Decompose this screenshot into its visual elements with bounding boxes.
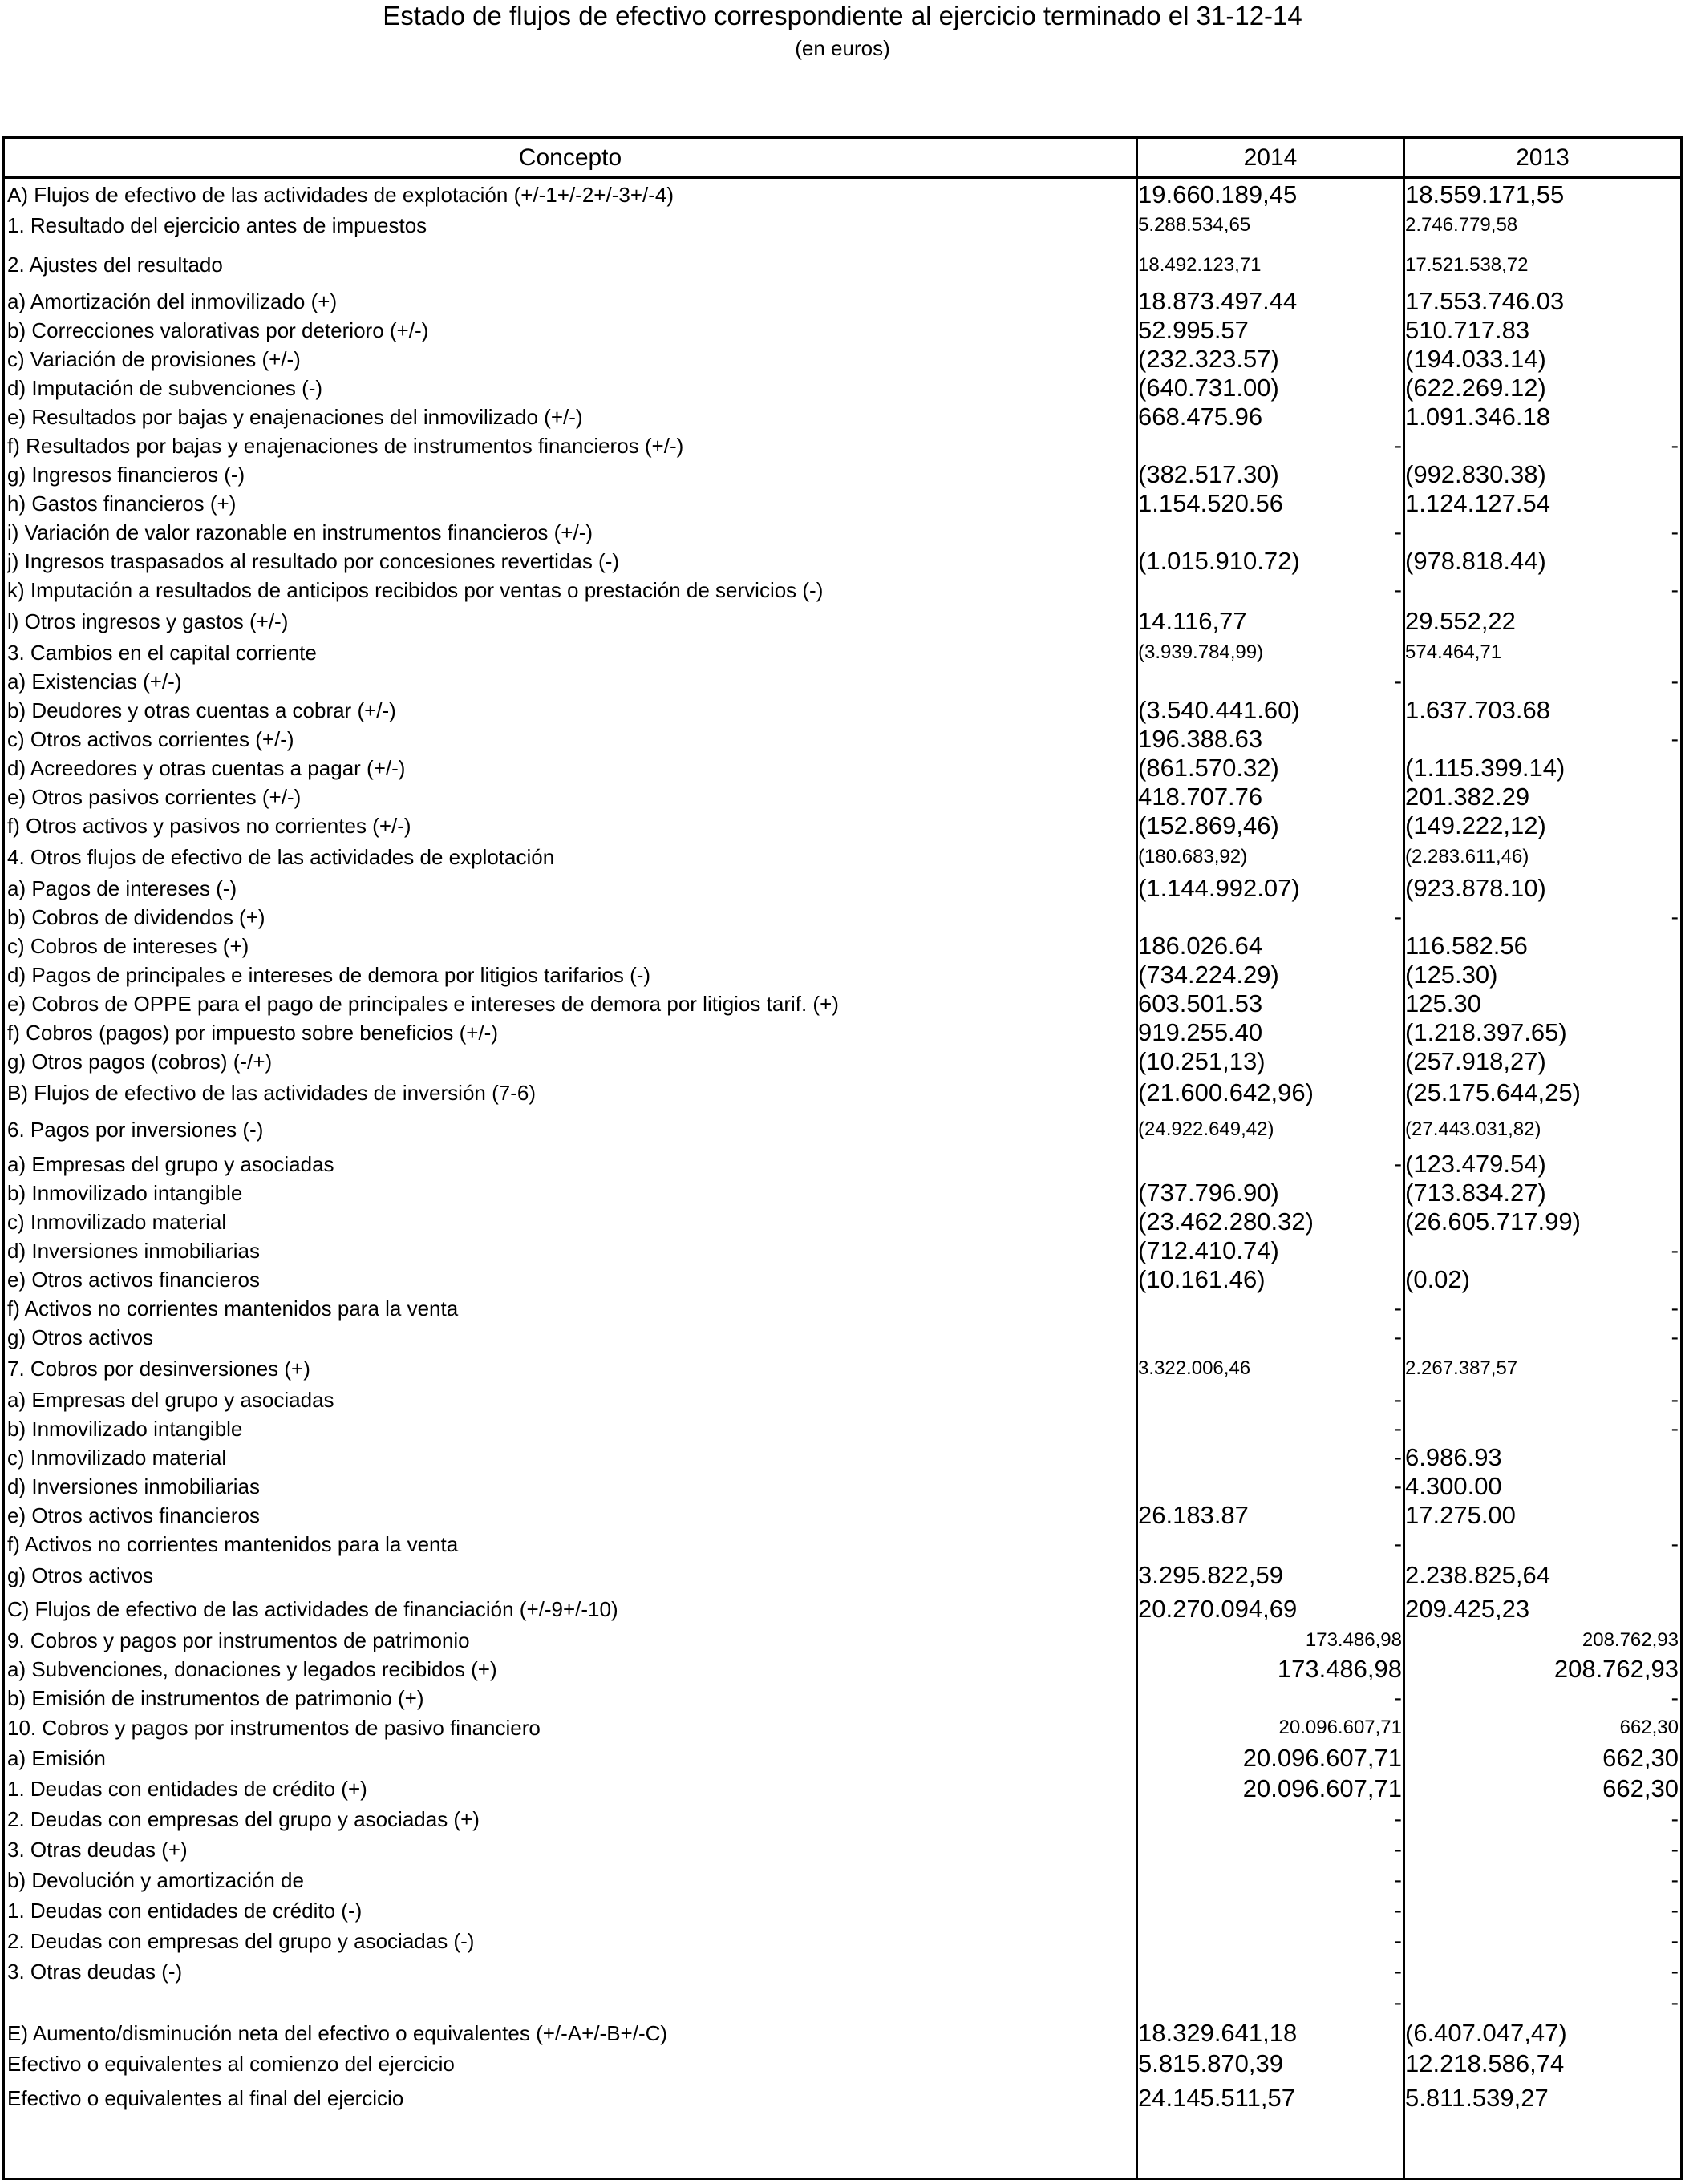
concept-cell: 7. Cobros por desinversiones (+): [7, 1357, 310, 1381]
concept-cell: e) Otros activos financieros: [7, 1268, 261, 1292]
value-2013-cell: 2.267.387,57: [1405, 1357, 1518, 1379]
value-2014-cell: 919.255.40: [1138, 1018, 1263, 1046]
value-2014-cell: 14.116,77: [1138, 607, 1247, 635]
concept-cell: b) Inmovilizado intangible: [7, 1181, 243, 1205]
concept-cell: e) Otros activos financieros: [7, 1503, 261, 1527]
concept-cell: d) Pagos de principales e intereses de demora por litigios tarifarios (-): [7, 963, 651, 987]
concept-cell: f) Cobros (pagos) por impuesto sobre beneficios (+/-): [7, 1021, 498, 1045]
value-2014-cell: (640.731.00): [1138, 374, 1279, 402]
value-2013-cell: -: [1671, 1990, 1679, 2015]
table-row: [5, 2048, 1680, 2080]
table-row: [5, 1987, 1680, 2019]
concept-cell: b) Devolución y amortización de: [7, 1868, 304, 1892]
table-row: [5, 1501, 1680, 1530]
table-row: [5, 1626, 1680, 1655]
concept-cell: e) Otros pasivos corrientes (+/-): [7, 785, 302, 809]
table-row: [5, 243, 1680, 287]
table-row: [5, 783, 1680, 811]
table-row: [5, 1076, 1680, 1110]
value-2014-cell: -: [1394, 1685, 1402, 1710]
value-2013-cell: (0.02): [1405, 1265, 1470, 1293]
table-row: [5, 179, 1680, 211]
concept-cell: a) Emisión: [7, 1746, 106, 1770]
value-2014-cell: 418.707.76: [1138, 783, 1263, 811]
value-2014-cell: (23.462.280.32): [1138, 1207, 1314, 1236]
value-2014-cell: (3.939.784,99): [1138, 641, 1264, 663]
value-2013-cell: -: [1671, 1867, 1679, 1892]
value-2013-cell: -: [1671, 1387, 1679, 1412]
concept-cell: b) Deudores y otras cuentas a cobrar (+/-): [7, 698, 396, 722]
table-row: [5, 1018, 1680, 1047]
value-2014-cell: 18.329.641,18: [1138, 2019, 1298, 2047]
table-row: [5, 1684, 1680, 1713]
value-2013-cell: 1.091.346.18: [1405, 402, 1551, 431]
concept-cell: B) Flujos de efectivo de las actividades de inversión (7-6): [7, 1081, 536, 1105]
table-row: [5, 932, 1680, 961]
value-2013-cell: (125.30): [1405, 961, 1498, 989]
table-row: [5, 1443, 1680, 1472]
concept-cell: 10. Cobros y pagos por instrumentos de pasivo financiero: [7, 1716, 541, 1740]
value-2013-cell: -: [1671, 520, 1679, 544]
value-2013-cell: (25.175.644,25): [1405, 1078, 1581, 1106]
table-row: [5, 518, 1680, 547]
table-row: [5, 1323, 1680, 1352]
document-subtitle: (en euros): [795, 36, 890, 60]
value-2014-cell: 52.995.57: [1138, 316, 1249, 344]
concept-cell: c) Otros activos corrientes (+/-): [7, 727, 294, 751]
value-2013-cell: (992.830.38): [1405, 460, 1546, 488]
value-2014-cell: -: [1394, 1151, 1402, 1176]
table-row: [5, 576, 1680, 605]
table-row: [5, 489, 1680, 518]
value-2014-cell: -: [1394, 1806, 1402, 1831]
value-2014-cell: -: [1394, 1898, 1402, 1923]
value-2014-cell: 26.183.87: [1138, 1501, 1249, 1529]
value-2014-cell: -: [1394, 520, 1402, 544]
table-row: [5, 605, 1680, 638]
value-2013-cell: -: [1671, 1898, 1679, 1923]
value-2014-cell: -: [1394, 1928, 1402, 1953]
table-row: [5, 547, 1680, 576]
value-2014-cell: (10.251,13): [1138, 1047, 1266, 1075]
value-2014-cell: -: [1394, 1325, 1402, 1349]
value-2014-cell: (232.323.57): [1138, 345, 1279, 373]
table-row: [5, 989, 1680, 1018]
table-row: [5, 2019, 1680, 2048]
concept-cell: 3. Otras deudas (-): [7, 1960, 183, 1984]
value-2014-cell: (1.144.992.07): [1138, 874, 1300, 902]
table-row: [5, 1559, 1680, 1592]
concept-cell: Efectivo o equivalentes al comienzo del ejercicio: [7, 2052, 455, 2076]
value-2014-cell: 173.486,98: [1277, 1655, 1402, 1683]
table-row: [5, 1236, 1680, 1265]
concept-cell: 1. Deudas con entidades de crédito (-): [7, 1899, 363, 1923]
table-row: [5, 287, 1680, 316]
value-2013-cell: 209.425,23: [1405, 1595, 1530, 1623]
document-title: Estado de flujos de efectivo correspondiente al ejercicio terminado el 31-12-14: [383, 1, 1302, 30]
value-2013-cell: 17.553.746.03: [1405, 287, 1565, 315]
value-2013-cell: (123.479.54): [1405, 1150, 1546, 1178]
value-2013-cell: -: [1671, 1959, 1679, 1984]
concept-cell: 3. Cambios en el capital corriente: [7, 641, 317, 665]
table-row: [5, 1294, 1680, 1323]
value-2014-cell: 20.096.607,71: [1242, 1744, 1402, 1772]
table-row: [5, 1834, 1680, 1865]
value-2014-cell: 5.288.534,65: [1138, 214, 1251, 236]
value-2014-cell: (712.410.74): [1138, 1236, 1279, 1264]
concept-cell: d) Inversiones inmobiliarias: [7, 1474, 261, 1498]
header-2013: 2013: [1516, 144, 1570, 171]
value-2013-cell: (26.605.717.99): [1405, 1207, 1581, 1236]
value-2014-cell: -: [1394, 1445, 1402, 1470]
value-2013-cell: -: [1671, 1325, 1679, 1349]
table-row: [5, 374, 1680, 402]
table-row: [5, 1956, 1680, 1987]
concept-cell: 9. Cobros y pagos por instrumentos de patrimonio: [7, 1628, 470, 1652]
table-row: [5, 1773, 1680, 1804]
table-row: [5, 316, 1680, 345]
table-row: [5, 460, 1680, 489]
value-2013-cell: (149.222,12): [1405, 811, 1546, 839]
value-2014-cell: -: [1394, 904, 1402, 929]
value-2013-cell: 662,30: [1602, 1744, 1679, 1772]
value-2014-cell: (152.869,46): [1138, 811, 1279, 839]
concept-cell: b) Correcciones valorativas por deterioro (+/-): [7, 318, 429, 342]
value-2014-cell: (382.517.30): [1138, 460, 1279, 488]
concept-cell: d) Acreedores y otras cuentas a pagar (+/-): [7, 756, 406, 780]
table-header: [5, 139, 1680, 179]
concept-cell: j) Ingresos traspasados al resultado por concesiones revertidas (-): [7, 549, 620, 573]
concept-cell: f) Activos no corrientes mantenidos para la venta: [7, 1532, 459, 1556]
cash-flow-table: [2, 136, 1683, 2180]
table-row: [5, 874, 1680, 903]
value-2014-cell: 3.322.006,46: [1138, 1357, 1251, 1379]
concept-cell: 4. Otros flujos de efectivo de las actividades de explotación: [7, 845, 555, 869]
concept-cell: a) Amortización del inmovilizado (+): [7, 289, 338, 313]
value-2014-cell: (10.161.46): [1138, 1265, 1266, 1293]
value-2013-cell: (2.283.611,46): [1405, 846, 1529, 868]
value-2013-cell: -: [1671, 1685, 1679, 1710]
concept-cell: a) Empresas del grupo y asociadas: [7, 1152, 334, 1176]
value-2013-cell: 1.637.703.68: [1405, 696, 1551, 724]
value-2014-cell: (1.015.910.72): [1138, 547, 1300, 575]
value-2013-cell: 1.124.127.54: [1405, 489, 1551, 517]
table-row: [5, 754, 1680, 783]
value-2013-cell: 662,30: [1619, 1717, 1679, 1738]
table-row: [5, 638, 1680, 667]
table-row: [5, 1207, 1680, 1236]
value-2014-cell: (861.570.32): [1138, 754, 1279, 782]
table-row: [5, 811, 1680, 840]
concept-cell: k) Imputación a resultados de anticipos recibidos por ventas o prestación de servicios (-): [7, 578, 824, 602]
concept-cell: 6. Pagos por inversiones (-): [7, 1118, 264, 1142]
concept-cell: f) Activos no corrientes mantenidos para la venta: [7, 1296, 459, 1321]
value-2013-cell: (713.834.27): [1405, 1179, 1546, 1207]
table-row: [5, 1385, 1680, 1414]
table-row: [5, 1592, 1680, 1626]
value-2013-cell: (923.878.10): [1405, 874, 1546, 902]
value-2013-cell: 17.521.538,72: [1405, 254, 1529, 276]
value-2013-cell: -: [1671, 1928, 1679, 1953]
concept-cell: h) Gastos financieros (+): [7, 491, 237, 516]
value-2013-cell: -: [1671, 904, 1679, 929]
value-2014-cell: 1.154.520.56: [1138, 489, 1284, 517]
value-2013-cell: -: [1671, 1416, 1679, 1441]
table-row: [5, 1655, 1680, 1684]
value-2013-cell: 2.746.779,58: [1405, 214, 1518, 236]
value-2014-cell: (3.540.441.60): [1138, 696, 1300, 724]
table-row: [5, 1743, 1680, 1773]
concept-cell: f) Resultados por bajas y enajenaciones de instrumentos financieros (+/-): [7, 434, 684, 458]
value-2014-cell: -: [1394, 577, 1402, 602]
value-2013-cell: 29.552,22: [1405, 607, 1516, 635]
concept-cell: Efectivo o equivalentes al final del ejercicio: [7, 2086, 404, 2110]
value-2014-cell: -: [1394, 1296, 1402, 1321]
table-row: [5, 1150, 1680, 1179]
concept-cell: g) Otros activos: [7, 1563, 154, 1587]
concept-cell: A) Flujos de efectivo de las actividades de explotación (+/-1+/-2+/-3+/-4): [7, 183, 674, 207]
value-2014-cell: -: [1394, 1959, 1402, 1984]
value-2013-cell: -: [1671, 1837, 1679, 1862]
concept-cell: 3. Otras deudas (+): [7, 1838, 188, 1862]
value-2014-cell: -: [1394, 1990, 1402, 2015]
value-2014-cell: 19.660.189,45: [1138, 180, 1298, 208]
value-2014-cell: (734.224.29): [1138, 961, 1279, 989]
concept-cell: E) Aumento/disminución neta del efectivo o equivalentes (+/-A+/-B+/-C): [7, 2021, 668, 2045]
table-row: [5, 1713, 1680, 1743]
value-2013-cell: 17.275.00: [1405, 1501, 1516, 1529]
concept-cell: 2. Deudas con empresas del grupo y asociadas (-): [7, 1929, 475, 1953]
value-2013-cell: -: [1671, 1238, 1679, 1263]
table-row: [5, 1352, 1680, 1385]
concept-cell: a) Subvenciones, donaciones y legados recibidos (+): [7, 1657, 497, 1681]
header-concept: Concepto: [518, 144, 622, 171]
value-2013-cell: (257.918,27): [1405, 1047, 1546, 1075]
table-row: [5, 1530, 1680, 1559]
value-2013-cell: 574.464,71: [1405, 641, 1502, 663]
table-row: [5, 402, 1680, 431]
value-2013-cell: -: [1671, 726, 1679, 751]
concept-cell: 1. Deudas con entidades de crédito (+): [7, 1777, 367, 1801]
value-2014-cell: (737.796.90): [1138, 1179, 1279, 1207]
concept-cell: i) Variación de valor razonable en instrumentos financieros (+/-): [7, 520, 593, 544]
concept-cell: 1. Resultado del ejercicio antes de impuestos: [7, 213, 427, 237]
value-2013-cell: 6.986.93: [1405, 1443, 1502, 1471]
table-row: [5, 1926, 1680, 1956]
value-2014-cell: (24.922.649,42): [1138, 1118, 1274, 1140]
concept-cell: g) Ingresos financieros (-): [7, 463, 245, 487]
table-row: [5, 1110, 1680, 1150]
concept-cell: g) Otros activos: [7, 1325, 154, 1349]
table-row: [5, 667, 1680, 696]
value-2013-cell: 208.762,93: [1553, 1655, 1679, 1683]
concept-cell: b) Inmovilizado intangible: [7, 1417, 243, 1441]
value-2014-cell: (180.683,92): [1138, 846, 1248, 868]
value-2014-cell: -: [1394, 1416, 1402, 1441]
value-2013-cell: 208.762,93: [1582, 1629, 1679, 1651]
value-2013-cell: (622.269.12): [1405, 374, 1546, 402]
value-2013-cell: 662,30: [1602, 1774, 1679, 1802]
concept-cell: a) Empresas del grupo y asociadas: [7, 1388, 334, 1412]
value-2014-cell: -: [1394, 433, 1402, 458]
concept-cell: b) Cobros de dividendos (+): [7, 905, 265, 929]
concept-cell: e) Cobros de OPPE para el pago de principales e intereses de demora por litigios tarif. (+): [7, 992, 839, 1016]
value-2014-cell: -: [1394, 669, 1402, 694]
concept-cell: 2. Deudas con empresas del grupo y asociadas (+): [7, 1807, 480, 1831]
value-2013-cell: (978.818.44): [1405, 547, 1546, 575]
table-row: [5, 1179, 1680, 1207]
concept-cell: c) Variación de provisiones (+/-): [7, 347, 301, 371]
value-2014-cell: 18.873.497.44: [1138, 287, 1298, 315]
concept-cell: e) Resultados por bajas y enajenaciones del inmovilizado (+/-): [7, 405, 583, 429]
table-row: [5, 725, 1680, 754]
table-row: [5, 1265, 1680, 1294]
table-row: [5, 903, 1680, 932]
header-2014: 2014: [1243, 144, 1298, 171]
concept-cell: g) Otros pagos (cobros) (-/+): [7, 1050, 273, 1074]
value-2014-cell: -: [1394, 1531, 1402, 1556]
table-row: [5, 696, 1680, 725]
value-2014-cell: 668.475.96: [1138, 402, 1263, 431]
value-2013-cell: 5.811.539,27: [1405, 2084, 1549, 2112]
value-2013-cell: 201.382.29: [1405, 783, 1530, 811]
concept-cell: C) Flujos de efectivo de las actividades de financiación (+/-9+/-10): [7, 1597, 618, 1621]
table-row: [5, 1895, 1680, 1926]
concept-cell: a) Existencias (+/-): [7, 669, 182, 694]
concept-cell: l) Otros ingresos y gastos (+/-): [7, 609, 289, 633]
concept-cell: c) Inmovilizado material: [7, 1446, 227, 1470]
table-row: [5, 211, 1680, 240]
value-2014-cell: 24.145.511,57: [1138, 2084, 1295, 2112]
value-2013-cell: 4.300.00: [1405, 1472, 1502, 1500]
value-2014-cell: 20.270.094,69: [1138, 1595, 1298, 1623]
value-2013-cell: -: [1671, 1531, 1679, 1556]
value-2014-cell: (21.600.642,96): [1138, 1078, 1314, 1106]
value-2013-cell: -: [1671, 669, 1679, 694]
value-2014-cell: 173.486,98: [1305, 1629, 1402, 1651]
table-row: [5, 961, 1680, 989]
value-2013-cell: -: [1671, 577, 1679, 602]
concept-cell: 2. Ajustes del resultado: [7, 253, 223, 277]
value-2013-cell: 116.582.56: [1405, 932, 1528, 960]
table-row: [5, 840, 1680, 874]
value-2013-cell: -: [1671, 1296, 1679, 1321]
value-2014-cell: 3.295.822,59: [1138, 1561, 1284, 1589]
value-2013-cell: (194.033.14): [1405, 345, 1546, 373]
value-2014-cell: -: [1394, 1867, 1402, 1892]
value-2013-cell: 125.30: [1405, 989, 1481, 1017]
value-2014-cell: 20.096.607,71: [1242, 1774, 1402, 1802]
value-2014-cell: -: [1394, 1387, 1402, 1412]
table-row: [5, 1414, 1680, 1443]
table-row: [5, 1865, 1680, 1895]
value-2014-cell: 196.388.63: [1138, 725, 1263, 753]
concept-cell: a) Pagos de intereses (-): [7, 876, 237, 900]
value-2014-cell: 603.501.53: [1138, 989, 1263, 1017]
value-2014-cell: 20.096.607,71: [1278, 1717, 1402, 1738]
concept-cell: [7, 1987, 1130, 2019]
value-2014-cell: -: [1394, 1837, 1402, 1862]
value-2013-cell: 2.238.825,64: [1405, 1561, 1551, 1589]
concept-cell: d) Inversiones inmobiliarias: [7, 1239, 261, 1263]
value-2014-cell: 18.492.123,71: [1138, 254, 1262, 276]
table-row: [5, 2080, 1680, 2117]
value-2014-cell: 186.026.64: [1138, 932, 1263, 960]
value-2013-cell: 18.559.171,55: [1405, 180, 1565, 208]
value-2013-cell: (27.443.031,82): [1405, 1118, 1541, 1140]
value-2013-cell: 12.218.586,74: [1405, 2049, 1565, 2077]
concept-cell: b) Emisión de instrumentos de patrimonio (+): [7, 1686, 424, 1710]
concept-cell: d) Imputación de subvenciones (-): [7, 376, 323, 400]
table-row: [5, 345, 1680, 374]
table-row: [5, 1472, 1680, 1501]
value-2014-cell: -: [1394, 1474, 1402, 1498]
value-2013-cell: (1.115.399.14): [1405, 754, 1566, 782]
table-row: [5, 431, 1680, 460]
value-2013-cell: -: [1671, 433, 1679, 458]
value-2013-cell: (6.407.047,47): [1405, 2019, 1567, 2047]
value-2013-cell: 510.717.83: [1405, 316, 1530, 344]
concept-cell: c) Cobros de intereses (+): [7, 934, 249, 958]
concept-cell: f) Otros activos y pasivos no corrientes (+/-): [7, 814, 411, 838]
value-2014-cell: 5.815.870,39: [1138, 2049, 1284, 2077]
table-row: [5, 1804, 1680, 1834]
value-2013-cell: (1.218.397.65): [1405, 1018, 1567, 1046]
value-2013-cell: -: [1671, 1806, 1679, 1831]
table-row: [5, 1047, 1680, 1076]
concept-cell: c) Inmovilizado material: [7, 1210, 227, 1234]
